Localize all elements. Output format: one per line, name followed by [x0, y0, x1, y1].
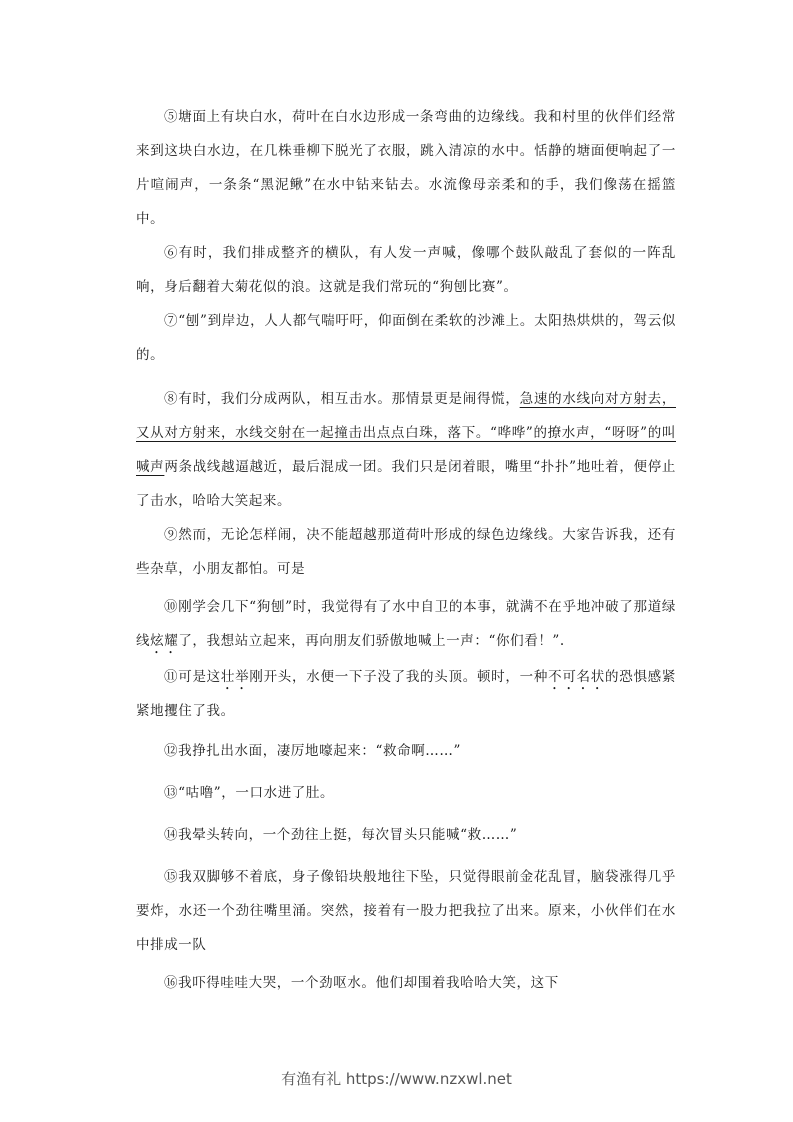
emphasized-word: 炫耀: [150, 633, 179, 649]
paragraph-10-text-end: 了，我想站立起来，再向朋友们骄傲地喊上一声：“你们看！”.: [178, 633, 565, 649]
paragraph-13: ⑬“咕噜”，一口水进了肚。: [164, 785, 335, 801]
paragraph-8-text: ⑧有时，我们分成两队，相互击水。那情景更是闹得慌，: [164, 391, 520, 407]
paragraph-8: [136, 382, 676, 518]
footer-watermark: 有渔有礼 https://www.nzxwl.net: [281, 1070, 512, 1088]
paragraph-9: ⑨然而，无论怎样闹，决不能超越那道荷叶形成的绿色边缘线。大家告诉我，还有些杂草，小朋友都怕。可是: [136, 527, 676, 577]
paragraph-10-text: ⑩刚学会几下“狗刨”时，我觉得有了水中自卫的本事，就满不在乎地冲破了那道绿线: [136, 599, 676, 649]
paragraph-11-text: ⑪可是这: [164, 669, 221, 685]
paragraph-7: ⑦“刨”到岸边，人人都气喘吁吁，仰面倒在柔软的沙滩上。太阳热烘烘的，驾云似的。: [136, 313, 676, 363]
paragraph-10: [136, 590, 676, 658]
paragraph-11: [136, 660, 676, 728]
paragraph-14: ⑭我晕头转向，一个劲往上挺，每次冒头只能喊“救……”: [164, 827, 518, 843]
paragraph-16: ⑯我吓得哇哇大哭，一个劲呕水。他们却围着我哈哈大笑，这下: [164, 975, 559, 991]
emphasized-phrase: 不可名状: [548, 669, 605, 685]
paragraph-11-text-mid: 刚开头，水便一下子没了我的头顶。顿时，一种: [249, 669, 549, 685]
underlined-passage: 急速的水线向对方射去，又从对方射来，水线交射在一起撞击出点点白珠，落下。“哗哗”的撩水声，“呀呀”的叫喊声: [136, 391, 676, 475]
paragraph-12: ⑫我挣扎出水面，凄厉地嚎起来：“救命啊……”: [164, 743, 462, 759]
paragraph-5: ⑤塘面上有块白水，荷叶在白水边形成一条弯曲的边缘线。我和村里的伙伴们经常来到这块白水边，在几株垂柳下脱光了衣服，跳入清凉的水中。恬静的塘面便响起了一片喧闹声，一条条“黑泥鳅”在水中钻来钻去。水流像母亲柔和的手，我们像荡在摇篮中。: [136, 109, 676, 227]
paragraph-11-text-end: 的恐惧感紧紧地攫住了我。: [136, 669, 676, 719]
paragraph-6: ⑥有时，我们排成整齐的横队，有人发一声喊，像哪个鼓队敲乱了套似的一阵乱响，身后翻着大菊花似的浪。这就是我们常玩的“狗刨比赛”。: [136, 245, 676, 295]
paragraph-8-text-end: 两条战线越逼越近，最后混成一团。我们只是闭着眼，嘴里“扑扑”地吐着，便停止了击水，哈哈大笑起来。: [136, 459, 676, 509]
emphasized-word: 壮举: [220, 669, 250, 685]
paragraph-15: ⑮我双脚够不着底，身子像铅块般地往下坠，只觉得眼前金花乱冒，脑袋涨得几乎要炸，水还一个劲往嘴里涌。突然，接着有一股力把我拉了出来。原来，小伙伴们在水中排成一队: [136, 869, 676, 953]
